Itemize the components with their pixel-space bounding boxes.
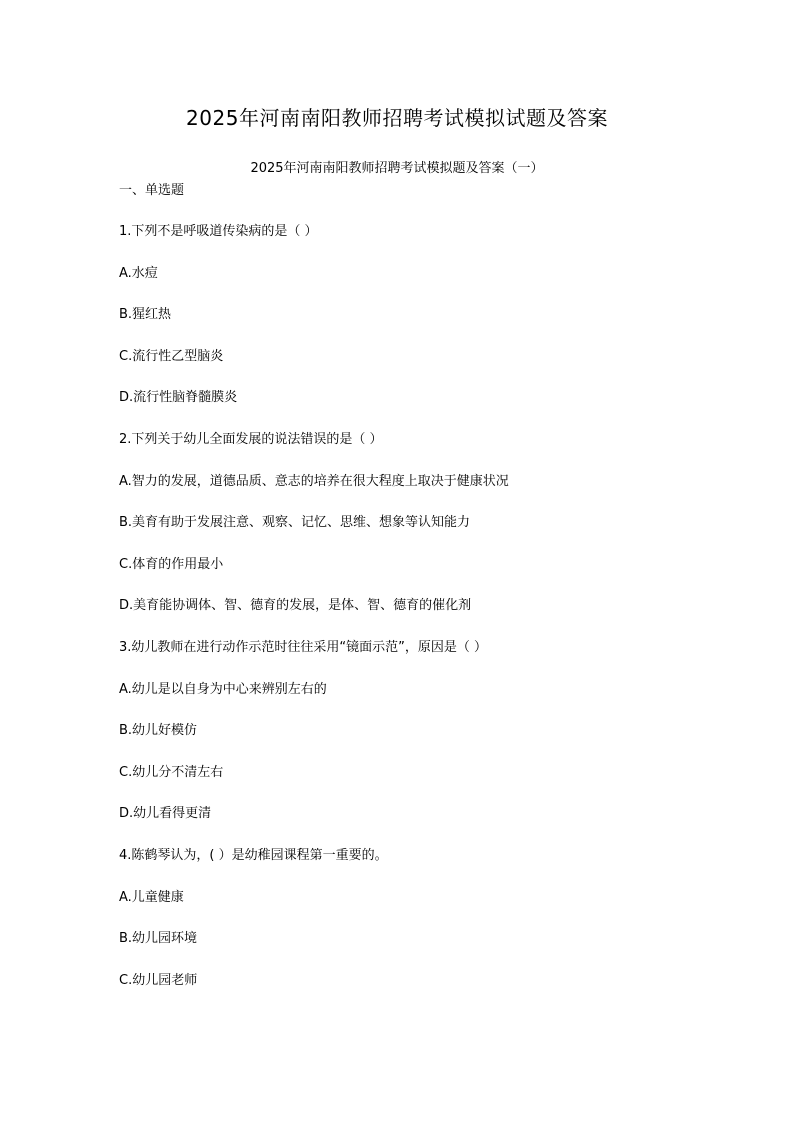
question-stem: 3.幼儿教师在进行动作示范时往往采用“镜面示范”，原因是（ ） <box>119 639 488 655</box>
option-b: B.幼儿好模仿 <box>119 723 198 739</box>
question-stem: 4.陈鹤琴认为，( ）是幼稚园课程第一重要的。 <box>119 847 388 863</box>
option-b: B.美育有助于发展注意、观察、记忆、思维、想象等认知能力 <box>119 515 471 531</box>
option-c: C.流行性乙型脑炎 <box>119 348 224 364</box>
option-c: C.体育的作用最小 <box>119 556 224 572</box>
option-a: A.水痘 <box>119 265 158 281</box>
question-stem: 1.下列不是呼吸道传染病的是（ ） <box>119 224 318 239</box>
option-b: B.猩红热 <box>119 307 172 323</box>
option-c: C.幼儿园老师 <box>119 972 198 988</box>
question-stem: 2.下列关于幼儿全面发展的说法错误的是（ ） <box>119 431 383 447</box>
document-subtitle: 2025年河南南阳教师招聘考试模拟题及答案（一） <box>250 161 544 176</box>
question-list <box>119 222 699 1012</box>
document-title: 2025年河南南阳教师招聘考试模拟试题及答案 <box>186 106 608 130</box>
option-a: A.幼儿是以自身为中心来辨别左右的 <box>119 681 327 697</box>
section-heading: 一、单选题 <box>119 183 185 198</box>
option-a: A.儿童健康 <box>119 889 184 905</box>
option-d: D.流行性脑脊髓膜炎 <box>119 390 238 406</box>
option-a: A.智力的发展，道德品质、意志的培养在很大程度上取决于健康状况 <box>119 473 509 489</box>
option-b: B.幼儿园环境 <box>119 931 198 947</box>
option-d: D.美育能协调体、智、德育的发展，是体、智、德育的催化剂 <box>119 598 472 614</box>
option-c: C.幼儿分不清左右 <box>119 764 224 780</box>
option-d: D.幼儿看得更清 <box>119 806 212 822</box>
